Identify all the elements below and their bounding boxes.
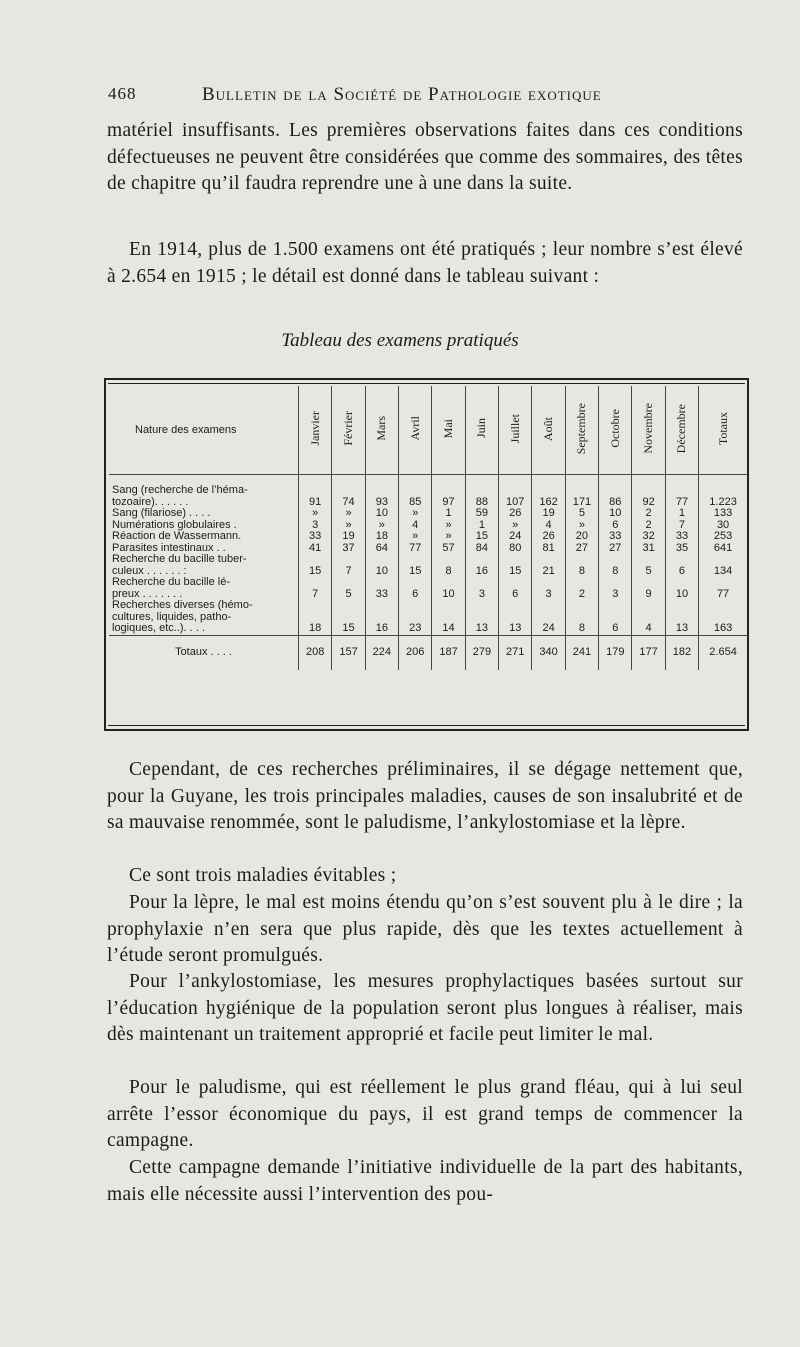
column-header-month: Avril: [399, 386, 432, 475]
total-cell: 179: [599, 635, 632, 670]
column-header-month: Septembre: [565, 386, 598, 475]
table-cell: 16: [365, 600, 398, 635]
total-cell: 279: [465, 635, 498, 670]
table-header-row: [109, 386, 747, 475]
paragraph: Cette campagne demande l’initiative individuelle de la part des habitants, mais elle nécessite aussi l’intervention des pou-: [107, 1157, 743, 1205]
table-cell: 7: [332, 554, 365, 577]
total-cell: 182: [665, 635, 698, 670]
table-cell: 107: [499, 485, 532, 508]
table-row: [109, 577, 747, 600]
table-cell: 1: [665, 508, 698, 520]
table-cell: 15: [332, 600, 365, 635]
table-cell: 18: [365, 531, 398, 543]
total-cell: 187: [432, 635, 465, 670]
table-cell: 10: [599, 508, 632, 520]
row-total-cell: 134: [699, 554, 747, 577]
table-cell: 26: [499, 508, 532, 520]
table-cell: 13: [499, 600, 532, 635]
paragraph: Cependant, de ces recherches préliminaires, il se dégage nettement que, pour la Guyane, les trois principales maladies, causes de son insalubrité et de sa mauvaise renommée, sont le paludisme, l’ankylostomiase et la lèpre.: [107, 759, 743, 833]
table-cell: 15: [299, 554, 332, 577]
total-cell: 271: [499, 635, 532, 670]
table-cell: 97: [432, 485, 465, 508]
total-cell: 157: [332, 635, 365, 670]
row-total-cell: 133: [699, 508, 747, 520]
column-header-month: Juin: [465, 386, 498, 475]
table-cell: 57: [432, 543, 465, 555]
table-cell: 10: [365, 554, 398, 577]
table-cell: 13: [465, 600, 498, 635]
table-cell: 33: [599, 531, 632, 543]
table-cell: 33: [665, 531, 698, 543]
paragraph: Ce sont trois maladies évitables ;: [129, 865, 397, 886]
totals-label: Totaux . . . .: [109, 635, 299, 670]
table-cell: 9: [632, 577, 665, 600]
table-cell: 19: [332, 531, 365, 543]
table-cell: 26: [532, 531, 565, 543]
table-cell: 10: [365, 508, 398, 520]
table-cell: 32: [632, 531, 665, 543]
row-label: Parasites intestinaux . .: [112, 541, 226, 554]
table-cell: 6: [499, 577, 532, 600]
paragraph: Pour la lèpre, le mal est moins étendu qu’on s’est souvent plu à le dire ; la prophylaxie n’en sera que plus rapide, dès que les textes actuellement à l’étude seront promulgués.: [107, 892, 743, 966]
table-cell: »: [332, 508, 365, 520]
total-cell: 340: [532, 635, 565, 670]
table-cell: 31: [632, 543, 665, 555]
total-cell: 224: [365, 635, 398, 670]
table-cell: 3: [532, 577, 565, 600]
table-cell: 7: [665, 520, 698, 532]
row-total-cell: 77: [699, 577, 747, 600]
table-row: [109, 554, 747, 577]
table-cell: 4: [532, 520, 565, 532]
table-cell: 92: [632, 485, 665, 508]
table-cell: 14: [432, 600, 465, 635]
row-total-cell: 641: [699, 543, 747, 555]
table-cell: 13: [665, 600, 698, 635]
column-header-total: Totaux: [699, 386, 747, 475]
table-cell: 3: [599, 577, 632, 600]
table-cell: 6: [599, 520, 632, 532]
row-label: Recherches diverses (hémo- cultures, liquides, patho- logiques, etc..). . . .: [112, 599, 253, 634]
table-row: [109, 531, 747, 543]
table-cell: 24: [499, 531, 532, 543]
table-row: [109, 485, 747, 508]
table-cell: 5: [565, 508, 598, 520]
column-header-nature: Nature des examens: [109, 386, 299, 475]
table-cell: 4: [399, 520, 432, 532]
table-cell: 77: [399, 543, 432, 555]
table-cell: 27: [565, 543, 598, 555]
table-cell: 18: [299, 600, 332, 635]
table-cell: 2: [565, 577, 598, 600]
paragraph: Pour l’ankylostomiase, les mesures prophylactiques basées surtout sur l’éducation hygiénique de la population seront plus longues à réaliser, mais dès maintenant un traitement approprié et facile peut limiter le mal.: [107, 971, 743, 1045]
table-cell: 37: [332, 543, 365, 555]
table-cell: »: [332, 520, 365, 532]
table-cell: 86: [599, 485, 632, 508]
table-cell: 16: [465, 554, 498, 577]
table-cell: 15: [499, 554, 532, 577]
table-cell: 91: [299, 485, 332, 508]
table-cell: »: [565, 520, 598, 532]
table-cell: 10: [665, 577, 698, 600]
table-cell: »: [432, 531, 465, 543]
column-header-month: Mars: [365, 386, 398, 475]
paragraph: Pour le paludisme, qui est réellement le plus grand fléau, qui à lui seul arrête l’essor économique du pays, il est grand temps de commencer la campagne.: [107, 1077, 743, 1151]
table-cell: 64: [365, 543, 398, 555]
table-cell: 1: [432, 508, 465, 520]
row-total-cell: 163: [699, 600, 747, 635]
table-cell: »: [299, 508, 332, 520]
table-cell: 6: [399, 577, 432, 600]
journal-title: Bulletin de la Société de Pathologie exotique: [202, 84, 602, 105]
table-cell: 85: [399, 485, 432, 508]
total-cell: 2.654: [699, 635, 747, 670]
paragraph: matériel insuffisants. Les premières observations faites dans ces conditions défectueuses ne peuvent être considérées que comme des sommaires, des têtes de chapitre qu’il faudra reprendre une à une dans la suite.: [107, 120, 743, 194]
table-cell: 1: [465, 520, 498, 532]
table-cell: 74: [332, 485, 365, 508]
table-cell: 20: [565, 531, 598, 543]
exam-table: [109, 386, 747, 670]
table-cell: 27: [599, 543, 632, 555]
totals-row: [109, 635, 747, 670]
column-header-month: Novembre: [632, 386, 665, 475]
table-cell: 7: [299, 577, 332, 600]
table-cell: 33: [365, 577, 398, 600]
row-total-cell: 30: [699, 520, 747, 532]
table-cell: »: [365, 520, 398, 532]
paragraph: En 1914, plus de 1.500 examens ont été pratiqués ; leur nombre s’est élevé à 2.654 en 1915 ; le détail est donné dans le tableau suivant :: [107, 239, 743, 287]
table-cell: 35: [665, 543, 698, 555]
table-cell: 10: [432, 577, 465, 600]
table-cell: 8: [599, 554, 632, 577]
row-total-cell: 253: [699, 531, 747, 543]
table-caption: Tableau des examens pratiqués: [281, 330, 519, 351]
row-label: Réaction de Wassermann.: [112, 530, 242, 542]
row-label: Recherche du bacille lé- preux . . . . . . .: [112, 576, 231, 600]
table-cell: 6: [665, 554, 698, 577]
table-cell: 93: [365, 485, 398, 508]
page-number: 468: [108, 84, 137, 103]
table-cell: 5: [632, 554, 665, 577]
table-cell: 162: [532, 485, 565, 508]
table-cell: 21: [532, 554, 565, 577]
row-label: Numérations globulaires .: [112, 518, 237, 531]
table-cell: 59: [465, 508, 498, 520]
table-cell: 23: [399, 600, 432, 635]
column-header-month: Mai: [432, 386, 465, 475]
exam-table-frame: [104, 378, 749, 731]
column-header-month: Décembre: [665, 386, 698, 475]
table-cell: »: [399, 531, 432, 543]
total-cell: 208: [299, 635, 332, 670]
column-header-month: Juillet: [499, 386, 532, 475]
total-cell: 241: [565, 635, 598, 670]
row-total-cell: 1.223: [699, 485, 747, 508]
total-cell: 206: [399, 635, 432, 670]
table-cell: 8: [432, 554, 465, 577]
table-cell: 8: [565, 554, 598, 577]
table-cell: 3: [465, 577, 498, 600]
table-cell: 15: [399, 554, 432, 577]
table-cell: 81: [532, 543, 565, 555]
table-cell: 84: [465, 543, 498, 555]
table-cell: 19: [532, 508, 565, 520]
table-cell: 2: [632, 520, 665, 532]
table-cell: 77: [665, 485, 698, 508]
table-cell: »: [399, 508, 432, 520]
table-cell: 15: [465, 531, 498, 543]
row-label: Sang (filariose) . . . .: [112, 507, 211, 519]
row-label: Sang (recherche de l’héma- tozoaire). . . . . .: [112, 484, 248, 508]
column-header-month: Août: [532, 386, 565, 475]
total-cell: 177: [632, 635, 665, 670]
table-cell: 171: [565, 485, 598, 508]
column-header-month: Janvier: [299, 386, 332, 475]
table-cell: 41: [299, 543, 332, 555]
table-cell: 33: [299, 531, 332, 543]
table-cell: 4: [632, 600, 665, 635]
table-cell: 2: [632, 508, 665, 520]
table-cell: 80: [499, 543, 532, 555]
table-cell: »: [499, 520, 532, 532]
table-cell: 24: [532, 600, 565, 635]
table-row: [109, 508, 747, 520]
table-cell: »: [432, 520, 465, 532]
table-cell: 3: [299, 520, 332, 532]
table-row: [109, 600, 747, 635]
row-label: Recherche du bacille tuber- culeux . . . . . . :: [112, 553, 247, 577]
table-cell: 5: [332, 577, 365, 600]
column-header-month: Octobre: [599, 386, 632, 475]
table-cell: 6: [599, 600, 632, 635]
table-cell: 8: [565, 600, 598, 635]
table-cell: 88: [465, 485, 498, 508]
column-header-month: Février: [332, 386, 365, 475]
